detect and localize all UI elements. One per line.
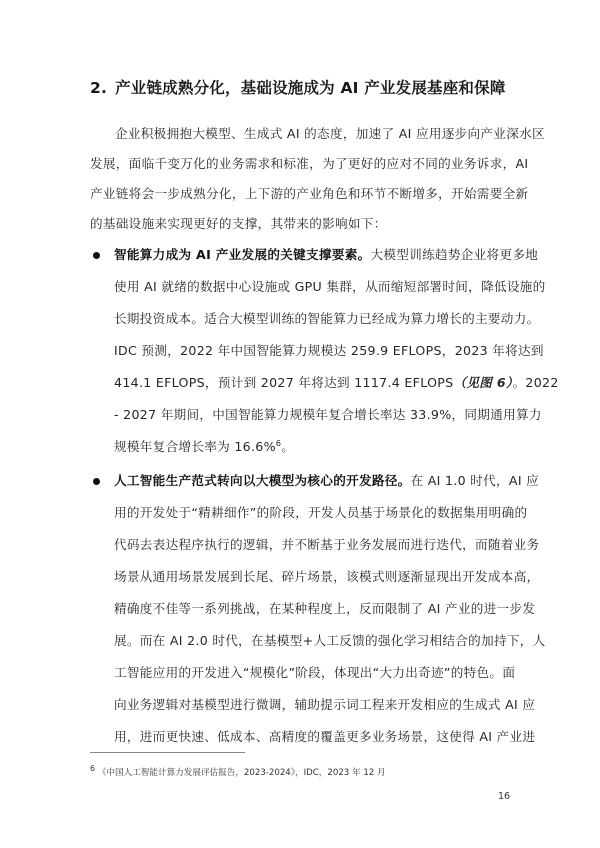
bullet1-text: 。2022 (512, 375, 559, 390)
bullet1-line (114, 375, 559, 391)
section-number: 2. (90, 79, 108, 97)
bullet-dot (93, 478, 100, 485)
bullet1-text: 大模型训练趋势企业将更多地 (370, 247, 539, 262)
bullet2-line: 用，进而更快速、低成本、高精度的覆盖更多业务场景，这使得 AI 产业进 (114, 729, 536, 744)
section-title: 产业链成熟分化，基础设施成为 AI 产业发展基座和保障 (115, 79, 506, 97)
bullet2-line: 精确度不佳等一系列挑战，在某种程度上，反而限制了 AI 产业的进一步发 (114, 601, 536, 616)
bullet-dot (93, 252, 100, 259)
footnote-mark: 6 (90, 764, 96, 774)
bullet1-lead: 智能算力成为 AI 产业发展的关键支撑要素。 (114, 247, 371, 262)
intro-line: 的基础设施来实现更好的支撑，其带来的影响如下： (90, 216, 387, 231)
bullet2-line: 工智能应用的开发进入“规模化”阶段，体现出“大力出奇迹”的特色。面 (114, 665, 516, 680)
bullet1-text: 。 (281, 439, 295, 454)
bullet2-line: 展。而在 AI 2.0 时代，在基模型+人工反馈的强化学习相结合的加持下，人 (114, 633, 546, 648)
bullet1-text: 规模年复合增长率为 16.6% (114, 439, 276, 454)
bullet1-text: 414.1 EFLOPS，预计到 2027 年将达到 1117.4 EFLOPS (114, 375, 454, 390)
intro-line: 企业积极拥抱大模型、生成式 AI 的态度，加速了 AI 应用逐步向产业深水区 (115, 126, 545, 141)
footnote (90, 766, 386, 778)
bullet2-lead: 人工智能生产范式转向以大模型为核心的开发路径。 (114, 473, 411, 488)
intro-line: 产业链将会一步成熟分化，上下游的产业角色和环节不断增多，开始需要全新 (90, 186, 529, 201)
bullet1-line (114, 247, 538, 263)
page-number: 16 (498, 791, 511, 802)
bullet2-line: 场景从通用场景发展到长尾、碎片场景，该模式则逐渐显现出开发成本高， (114, 569, 540, 584)
bullet2-line: 用的开发处于“精耕细作”的阶段，开发人员基于场景化的数据集用明确的 (114, 505, 528, 520)
bullet2-text: 在 AI 1.0 时代，AI 应 (410, 473, 540, 488)
footnote-text: 《中国人工智能计算力发展评估报告，2023-2024》，IDC，2023 年 12 月 (97, 768, 386, 778)
bullet2-line: 代码去表达程序执行的逻辑，并不断基于业务发展而进行迭代，而随着业务 (114, 537, 540, 552)
intro-line: 发展，面临千变万化的业务需求和标准，为了更好的应对不同的业务诉求，AI (90, 156, 529, 171)
bullet1-line: IDC 预测，2022 年中国智能算力规模达 259.9 EFLOPS，2023 年将达到 (114, 343, 544, 358)
section-heading (90, 76, 530, 98)
footnote-divider (90, 752, 245, 753)
bullet1-line: 使用 AI 就绪的数据中心设施或 GPU 集群，从而缩短部署时间，降低设施的 (114, 279, 546, 294)
bullet1-line: 长期投资成本。适合大模型训练的智能算力已经成为算力增长的主要动力。 (114, 311, 540, 326)
bullet1-line (114, 439, 294, 455)
bullet2-line: 向业务逻辑对基模型进行微调，辅助提示词工程来开发相应的生成式 AI 应 (114, 697, 536, 712)
bullet1-line: - 2027 年期间，中国智能算力规模年复合增长率达 33.9%，同期通用算力 (114, 407, 542, 422)
figure-reference: （见图 6） (453, 375, 513, 390)
footnote-ref[interactable]: 6 (275, 438, 282, 448)
bullet2-line (114, 473, 539, 489)
